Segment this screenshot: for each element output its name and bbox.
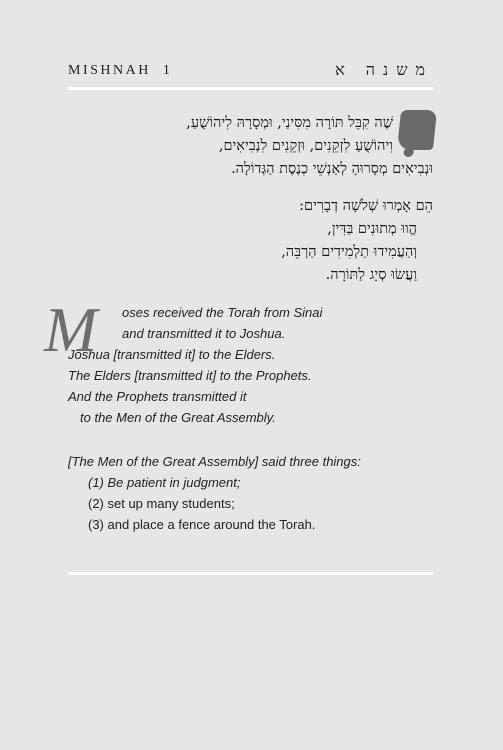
- hebrew-line: שֶׁה קִבֵּל תּוֹרָה מִסִּינַי, וּמְסָרָהּ לִיהוֹשֻׁעַ,: [186, 115, 393, 131]
- header-title: MISHNAH: [68, 63, 151, 78]
- english-line: and transmitted it to Joshua.: [122, 326, 286, 341]
- english-line: The Elders [transmitted it] to the Prophets.: [68, 368, 312, 383]
- hebrew-line: וַעֲשׂוּ סְיָג לַתּוֹרָה.: [325, 267, 417, 283]
- list-item: (3) and place a fence around the Torah.: [88, 517, 316, 532]
- list-intro: [The Men of the Great Assembly] said three things:: [68, 454, 361, 469]
- page-header-hebrew: משנה א: [335, 60, 433, 79]
- english-translation-block: [44, 294, 408, 535]
- list-item: (1) Be patient in judgment;: [88, 475, 241, 490]
- page-header-english: [68, 63, 172, 79]
- hebrew-text-block: [103, 112, 433, 287]
- english-line: oses received the Torah from Sinai: [122, 305, 323, 320]
- three-things-list: [68, 451, 408, 535]
- hebrew-line: וְהַעֲמִידוּ תַלְמִידִים הַרְבֵּה,: [281, 244, 417, 260]
- english-line: to the Men of the Great Assembly.: [80, 410, 276, 425]
- hebrew-drop-initial: [397, 110, 437, 150]
- hebrew-line: הֵם אָמְרוּ שְׁלֹשָׁה דְבָרִים:: [299, 198, 433, 214]
- hebrew-line: הֱווּ מְתוּנִים בַּדִּין,: [327, 221, 417, 237]
- english-line: Joshua [transmitted it] to the Elders.: [68, 347, 276, 362]
- bottom-divider: [68, 572, 433, 575]
- header-number: 1: [162, 63, 173, 78]
- english-drop-cap: M: [44, 294, 98, 365]
- list-item: (2) set up many students;: [88, 496, 235, 511]
- hebrew-line: וִיהוֹשֻׁעַ לִזְקֵנִים, וּזְקֵנִים לִנְבִיאִים,: [218, 138, 393, 154]
- hebrew-line: וּנְבִיאִים מְסָרוּהָ לְאַנְשֵׁי כְנֶסֶת הַגְּדוֹלָה.: [231, 161, 433, 177]
- english-line: And the Prophets transmitted it: [68, 389, 247, 404]
- top-divider: [68, 87, 433, 90]
